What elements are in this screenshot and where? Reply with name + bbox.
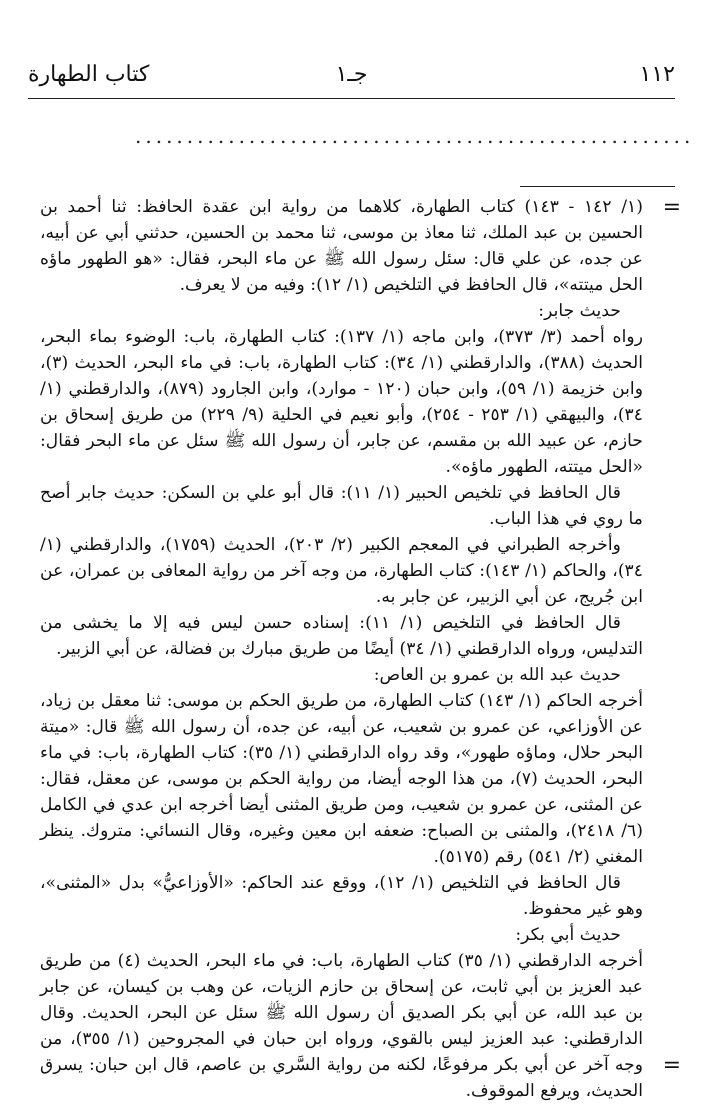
paragraph-daraqutni: أخرجه الدارقطني (١/ ٣٥) كتاب الطهارة، باب: في ماء البحر، الحديث (٤) من طريق عبد العزيز بن أبي ثابت، عن إسحاق بن حازم الزيات، عن وهب بن كيسان، عن جابر بن عبد الله، عن أبي بكر الصديق أن رسول الله ﷺ سئل عن البحر، الحديث. وقال الدارقطني: عبد العزيز ليس بالقوي، ورواه ابن حبان في المجروحين (١/ ٣٥٥)، من وجه آخر عن أبي بكر مرفوعًا، لكنه من رواية السَّري بن عاصم، قال ابن حبان: يسرق الحديث، ويرفع الموقوف. — [40, 951, 643, 1101]
paragraph-jabir-note: قال الحافظ في تلخيص الحبير (١/ ١١): قال أبو علي بن السكن: حديث جابر أصح ما روي في هذا الباب. — [40, 483, 643, 529]
page-number: ١١٢ — [639, 62, 675, 87]
paragraph-ali: (١/ ١٤٢ - ١٤٣) كتاب الطهارة، كلاهما من رواية ابن عقدة الحافظ: ثنا أحمد بن الحسين بن عبد الملك، ثنا معاذ بن موسى، ثنا محمد بن الحسين، حدثني أبي عن أبيه، عن جده، عن علي قال: سئل رسول الله ﷺ عن ماء البحر، فقال: «هو الطهور ماؤه الحل ميتته»، قال الحافظ في التلخيص (١/ ١٢): وفيه من لا يعرف. — [40, 197, 643, 295]
section-title: كتاب الطهارة — [28, 62, 150, 87]
separator-dots: ...................................................... — [135, 124, 695, 148]
paragraph-tadlis: قال الحافظ في التلخيص (١/ ١١): إسناده حسن ليس فيه إلا ما يخشى من التدليس، ورواه الدارقطني (١/ ٣٤) أيضًا من طريق مبارك بن فضالة، عن أبي الزبير. — [40, 613, 643, 659]
heading-jabir: حديث جابر: — [538, 301, 621, 321]
continuation-marker-top: = — [662, 195, 681, 220]
heading-abubakr: حديث أبي بكر: — [515, 925, 621, 945]
footnote-body — [40, 194, 643, 1104]
page-header — [28, 60, 675, 99]
continuation-marker-bottom: = — [662, 1053, 681, 1078]
heading-abdullah: حديث عبد الله بن عمرو بن العاص: — [373, 665, 621, 685]
paragraph-hakim: أخرجه الحاكم (١/ ١٤٣) كتاب الطهارة، من طريق الحكم بن موسى: ثنا معقل بن زياد، عن الأوزاعي، عن عمرو بن شعيب، عن أبيه، عن جده، أن رسول الله ﷺ قال: «ميتة البحر حلال، وماؤه طهور»، وقد رواه الدارقطني (١/ ٣٥): كتاب الطهارة، باب: في ماء البحر، الحديث (٧)، من هذا الوجه أيضا، من رواية الحكم بن موسى، عن معقل، فقال: عن المثنى، عن عمرو بن شعيب، ومن طريق المثنى أيضا أخرجه ابن عدي في الكامل (٦/ ٢٤١٨)، والمثنى بن الصباح: ضعفه ابن معين وغيره، وقال النسائي: متروك. ينظر المغني (٢/ ٥٤١) رقم (٥١٧٥). — [40, 691, 643, 867]
paragraph-jabir-sources: رواه أحمد (٣/ ٣٧٣)، وابن ماجه (١/ ١٣٧): كتاب الطهارة، باب: الوضوء بماء البحر، الحديث (٣٨٨)، والدارقطني (١/ ٣٤): كتاب الطهارة، باب: في ماء البحر، الحديث (٣)، وابن خزيمة (١/ ٥٩)، وابن حبان (١٢٠ - موارد)، وابن الجارود (٨٧٩)، والدارقطني (١/ ٣٤)، والبيهقي (١/ ٢٥٣ - ٢٥٤)، وأبو نعيم في الحلية (٩/ ٢٢٩) من طريق إسحاق بن حازم، عن عبيد الله بن مقسم، عن جابر، أن رسول الله ﷺ سئل عن ماء البحر فقال: «الحل ميتته، الطهور ماؤه». — [40, 327, 644, 477]
volume-label: جـ١ — [335, 62, 368, 87]
footnote-rule — [520, 186, 675, 187]
paragraph-awzai: قال الحافظ في التلخيص (١/ ١٢)، ووقع عند الحاكم: «الأوزاعيُّ» بدل «المثنى»، وهو غير محفوظ. — [40, 873, 643, 919]
paragraph-tabarani: وأخرجه الطبراني في المعجم الكبير (٢/ ٢٠٣)، الحديث (١٧٥٩)، والدارقطني (١/ ٣٤)، والحاكم (١/ ١٤٣): كتاب الطهارة، من وجه آخر من رواية المعافى بن عمران، عن ابن جُريج، عن أبي الزبير، عن جابر به. — [40, 535, 643, 607]
